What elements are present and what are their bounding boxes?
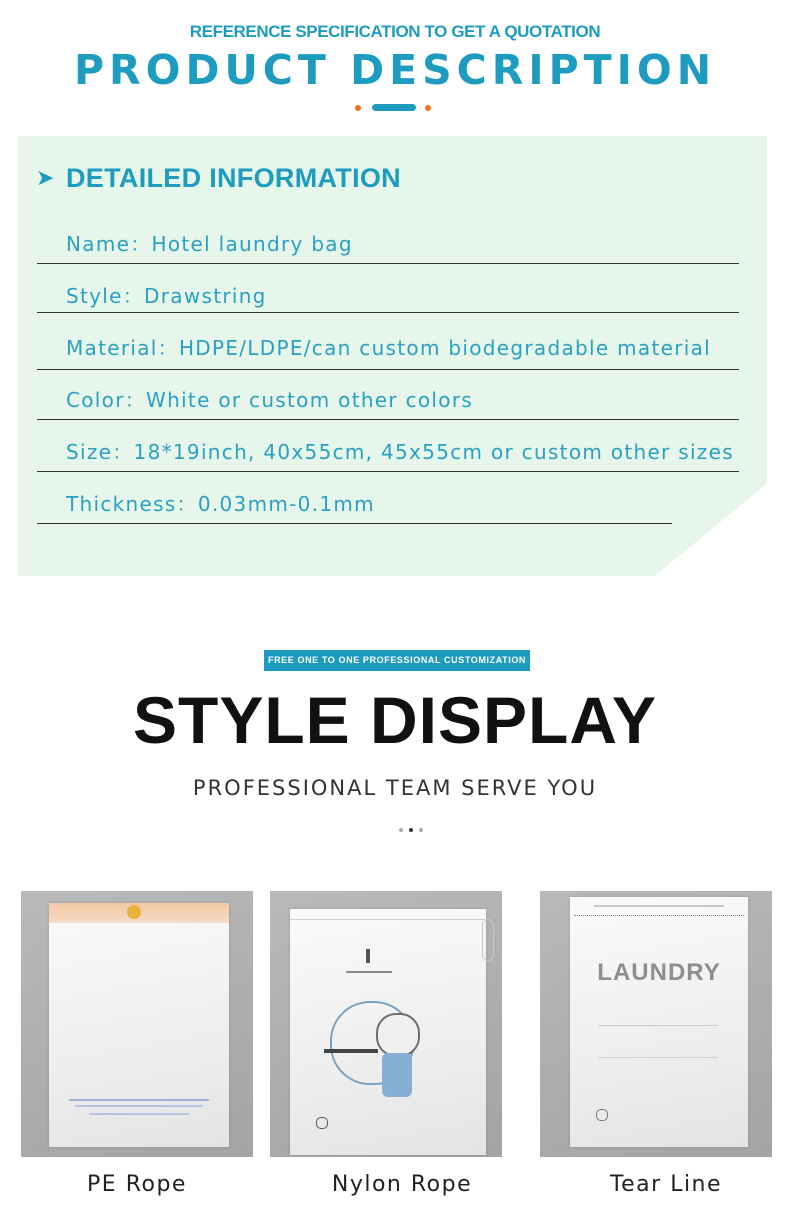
info-row-material: Material：HDPE/LDPE/can custom biodegradable material xyxy=(66,336,712,360)
arrow-icon: ➤ xyxy=(36,166,55,191)
info-row-color: Color：White or custom other colors xyxy=(66,388,474,412)
orange-dot-decoration xyxy=(355,105,361,111)
drawstring-cord xyxy=(482,919,494,961)
print-line xyxy=(598,1025,718,1026)
koala-illustration-head xyxy=(376,1013,420,1057)
divider-line xyxy=(37,312,739,313)
tear-line-perforation xyxy=(574,915,744,916)
bridge-illustration xyxy=(324,1049,378,1053)
caption-pe-rope: PE Rope xyxy=(87,1172,187,1197)
divider-line xyxy=(37,471,739,472)
product-photo-pe-rope xyxy=(21,891,253,1157)
tear-line-bag-image xyxy=(570,897,748,1147)
print-line xyxy=(89,1113,189,1115)
dot-decoration xyxy=(419,828,423,832)
hotel-name-print xyxy=(346,971,392,973)
reference-subtitle: REFERENCE SPECIFICATION TO GET A QUOTATION xyxy=(189,22,601,41)
caption-nylon-rope: Nylon Rope xyxy=(331,1172,473,1197)
customization-tag: FREE ONE TO ONE PROFESSIONAL CUSTOMIZATION xyxy=(264,650,530,671)
teal-bar-decoration xyxy=(372,104,416,111)
drawstring-hem xyxy=(290,909,486,920)
style-display-title: STYLE DISPLAY xyxy=(132,683,658,757)
dot-decoration xyxy=(409,828,413,832)
caption-tear-line: Tear Line xyxy=(609,1172,723,1197)
info-row-thickness: Thickness：0.03mm-0.1mm xyxy=(66,492,375,516)
laundry-print: LAUNDRY xyxy=(597,959,721,986)
pe-rope-bag-image xyxy=(49,903,229,1147)
print-line xyxy=(598,1057,718,1058)
detailed-info-heading: DETAILED INFORMATION xyxy=(66,163,401,193)
style-display-subtitle: PROFESSIONAL TEAM SERVE YOU xyxy=(192,776,598,800)
divider-line xyxy=(37,263,739,264)
recycle-icon xyxy=(316,1117,328,1129)
dot-decoration xyxy=(399,828,403,832)
info-row-size: Size：18*19inch, 40x55cm, 45x55cm or custom other sizes xyxy=(66,440,734,464)
print-line xyxy=(75,1105,203,1107)
info-row-name: Name：Hotel laundry bag xyxy=(66,232,353,256)
divider-line xyxy=(37,523,672,524)
divider-line xyxy=(37,419,739,420)
print-line xyxy=(69,1099,209,1101)
print-line xyxy=(594,905,724,907)
nylon-rope-bag-image xyxy=(290,909,486,1155)
divider-line xyxy=(37,369,739,370)
drawstring-hole xyxy=(127,905,141,919)
orange-dot-decoration xyxy=(425,105,431,111)
product-photo-nylon-rope xyxy=(270,891,502,1157)
info-row-style: Style：Drawstring xyxy=(66,284,267,308)
hotel-logo-mark xyxy=(366,949,370,963)
recycle-icon xyxy=(596,1109,608,1121)
product-photo-tear-line xyxy=(540,891,772,1157)
product-description-title: PRODUCT DESCRIPTION xyxy=(73,46,717,94)
koala-illustration-dress xyxy=(382,1053,412,1097)
